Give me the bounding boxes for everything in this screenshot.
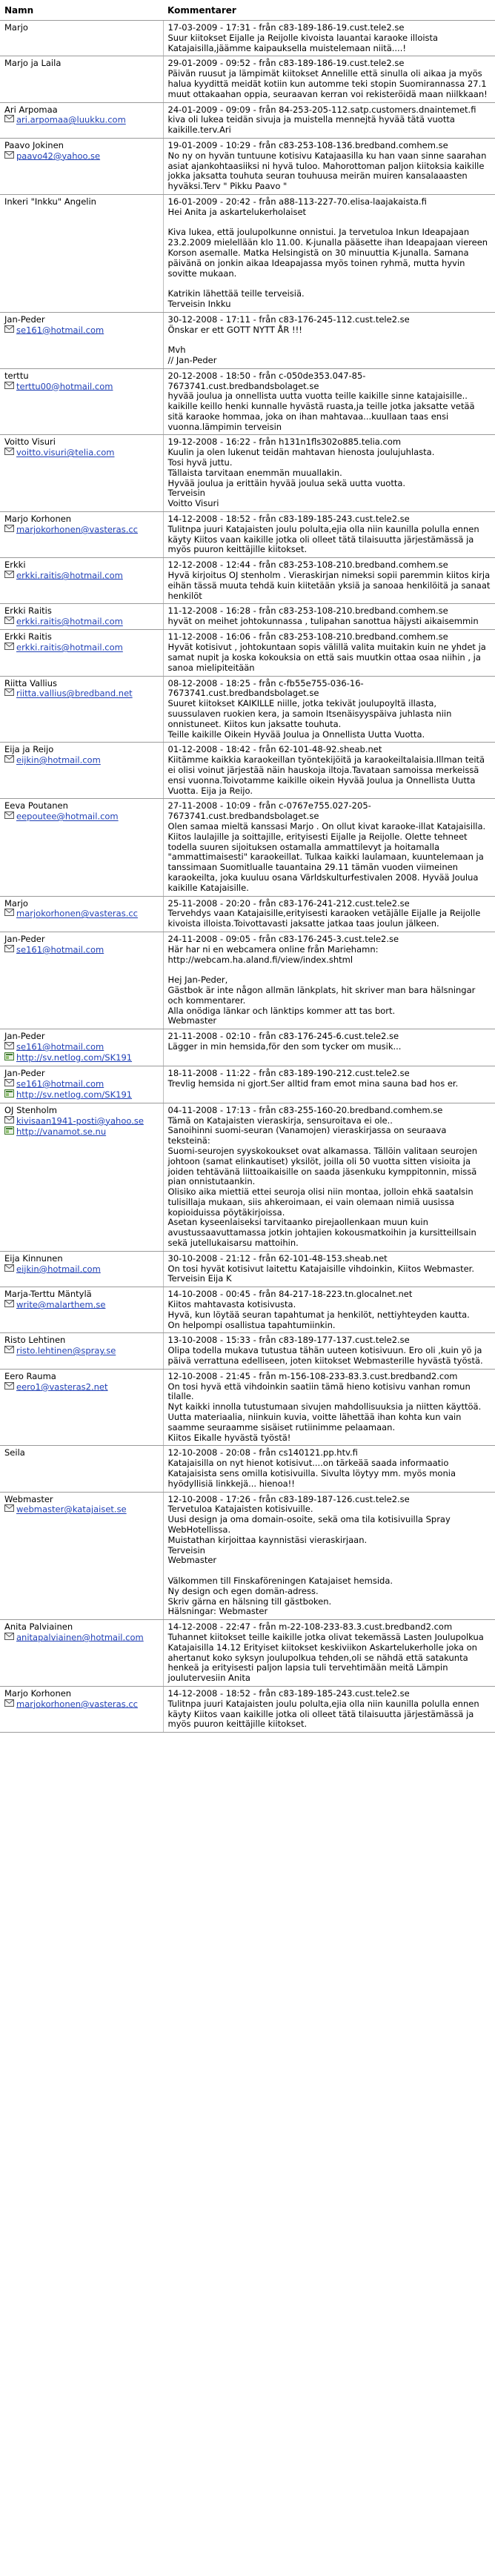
entry-meta: 19-01-2009 - 10:29 - från c83-253-108-136.bredband.comhem.se xyxy=(167,139,448,150)
author-email-link[interactable] xyxy=(4,151,159,162)
entry-comment-cell xyxy=(163,630,495,676)
entry-author-name: Marjo Korhonen xyxy=(4,514,72,525)
entry-author-name: Riitta Vallius xyxy=(4,677,57,688)
email-icon xyxy=(4,1079,14,1089)
table-row xyxy=(0,896,495,932)
entry-author-name: Erkki Raitis xyxy=(4,631,52,643)
link-text: voitto.visuri@telia.com xyxy=(16,448,115,458)
entry-author-cell xyxy=(0,1029,163,1066)
author-email-link[interactable] xyxy=(4,688,159,699)
author-email-link[interactable] xyxy=(4,1264,159,1275)
link-text: se161@hotmail.com xyxy=(16,1078,104,1089)
entry-comment-cell xyxy=(163,896,495,932)
table-row xyxy=(0,743,495,799)
email-icon xyxy=(4,115,14,125)
entry-message: Tulitnpa juuri Katajaisten joulu polulta,ejia olla niin kaunilla polulla ennen käyty Kiitos vaan kaikille jotka oli olleet tätä tilaisuutta järjestämässä ja myös puuron keittäjille kiitokset. xyxy=(167,523,479,555)
entry-author-cell xyxy=(0,1620,163,1687)
entry-message: On tosi hyvä että vihdoinkin saatiin tämä hieno kotisivu vanhan romun tilalle. Nyt kaikki innolla tutustumaan sivujen mahdollisuuksia ja niitten käyttöä. Uutta materiaalia, niinkuin kuvia, voitte lähettää ihan kohta kun vain saamme seuraamme sisäiset rutiinimme pelaamaan. Kiitos Eikalle hyvästä työstä! xyxy=(167,1381,482,1443)
entry-message: Suur kiitokset Eijalle ja Reijolle kivoista lauantai karaoke illoista Katajaisilla,jäämme kaipauksella muistelemaan niitä....! xyxy=(167,32,439,53)
table-row xyxy=(0,1066,495,1103)
entry-comment-cell xyxy=(163,56,495,102)
entry-author-cell xyxy=(0,1369,163,1446)
entry-message: Trevlig hemsida ni gjort.Ser alltid fram emot mina sauna bad hos er. xyxy=(167,1078,459,1089)
entry-meta: 12-10-2008 - 21:45 - från m-156-108-233-83.3.cust.bredband2.com xyxy=(167,1370,458,1381)
entry-comment-cell xyxy=(163,1251,495,1287)
entry-author-cell xyxy=(0,102,163,138)
author-email-link[interactable] xyxy=(4,1079,159,1089)
entry-author-cell xyxy=(0,435,163,512)
table-row xyxy=(0,799,495,896)
link-text: marjokorhonen@vasteras.cc xyxy=(16,909,138,919)
author-email-link[interactable] xyxy=(4,1042,159,1052)
table-row xyxy=(0,1620,495,1687)
entry-author-name: Eero Rauma xyxy=(4,1370,56,1381)
entry-author-cell xyxy=(0,138,163,194)
table-row xyxy=(0,1029,495,1066)
author-email-link[interactable] xyxy=(4,1699,159,1710)
link-text: kivisaan1941-posti@yahoo.se xyxy=(16,1115,144,1126)
email-icon xyxy=(4,811,14,822)
link-text: marjokorhonen@vasteras.cc xyxy=(16,1699,138,1710)
homepage-icon xyxy=(4,1126,14,1138)
link-text: write@malarthem.se xyxy=(16,1300,106,1310)
entry-message: Tuhannet kiitokset teille kaikille jotka olivat tekemässä Lasten Joulupolkua Katajaisilla 14.12 Erityiset kiitokset keskiviikon Askartelukerholle joka on ahertanut koko syksyn joulupolkua tehden,oli se nähdä että satakunta henkeä ja erityisesti paljon lapsia tuli tervehtimään meitä Lämpin joulutervesiin Anita xyxy=(167,1631,484,1684)
entry-author-cell xyxy=(0,1103,163,1251)
entry-author-name: Eija Kinnunen xyxy=(4,1252,63,1264)
entry-author-cell xyxy=(0,1333,163,1369)
entry-author-cell xyxy=(0,21,163,56)
link-text: marjokorhonen@vasteras.cc xyxy=(16,524,138,535)
author-email-link[interactable] xyxy=(4,755,159,766)
entry-message: Päivän ruusut ja lämpimät kiitokset Annelille että sinulla oli aikaa ja myös halua kyydittä meidät kotiin kun automme teki stopin Suomirannassa 27.1 muut ottakaahan oppia, seuraavan kerran voi rekisteröidä maan niilkkaan! xyxy=(167,68,488,99)
entry-meta: 16-01-2009 - 20:42 - från a88-113-227-70.elisa-laajakaista.fi xyxy=(167,196,427,207)
email-icon xyxy=(4,1346,14,1356)
entry-meta: 18-11-2008 - 11:22 - från c83-189-190-212.cust.tele2.se xyxy=(167,1067,410,1078)
entry-message: hyvää joulua ja onnellista uutta vuotta teille kaikille sinne katajaisille.. kaikille keillo henki kunnalle hyvästä ruasta,ja teille jotka jaksatte vetää sitä karaoke hommaa, joka on ihan mahtavaa...kuullaan taas ensi vuonna.lämpimin terveisin xyxy=(167,391,475,432)
entry-message: Hei Anita ja askartelukerholaiset Kiva lukea, että joulupolkunne onnistui. Ja tervetuloa Inkun Ideapajaan 23.2.2009 mielellään klo 11.00. K-junalla pääsette ihan Ideapajaan viereen Korson asemalle. Matka Helsingistä on 30 minuuttia K-junalla. Samana päivänä on jonkin aikaa Ideapajassa myös toinen ryhmä, mutta hyvin sovitte mukaan. Katrikin lähettää teille terveisiä. Terveisin Inkku xyxy=(167,206,488,309)
entry-meta: 21-11-2008 - 02:10 - från c83-176-245-6.cust.tele2.se xyxy=(167,1031,399,1042)
entry-author-cell xyxy=(0,512,163,558)
entry-author-cell xyxy=(0,1066,163,1103)
entry-author-cell xyxy=(0,194,163,312)
entry-message: Kiitämme kaikkia karaokeillan työntekijöitä ja karaokeiltalaisia.Illman teitä ei olisi voinut järjestää näin hauskoja iltoja.Tavataan samoissa merkeissä ensi vuonna.Toivotamme kaikille oikein Hyvää Joulua ja Onnellista Uutta Vuotta. Eija ja Reijo. xyxy=(167,754,485,796)
link-text: http://vanamot.se.nu xyxy=(16,1126,107,1137)
entry-meta: 01-12-2008 - 18:42 - från 62-101-48-92.sheab.net xyxy=(167,744,382,755)
entry-meta: 12-10-2008 - 20:08 - från cs140121.pp.htv.fi xyxy=(167,1447,358,1458)
entry-meta: 30-12-2008 - 17:11 - från c83-176-245-112.cust.tele2.se xyxy=(167,313,410,325)
author-email-link[interactable] xyxy=(4,1300,159,1310)
entry-author-name: Anita Palviainen xyxy=(4,1621,73,1633)
link-text: terttu00@hotmail.com xyxy=(16,381,113,391)
table-row xyxy=(0,1333,495,1369)
entry-meta: 19-12-2008 - 16:22 - från h131n1fls302o885.telia.com xyxy=(167,436,402,448)
entry-meta: 12-10-2008 - 17:26 - från c83-189-187-126.cust.tele2.se xyxy=(167,1493,410,1504)
email-icon xyxy=(4,1116,14,1126)
entry-author-cell xyxy=(0,368,163,435)
table-row xyxy=(0,1287,495,1333)
entry-author-name: Ari Arpomaa xyxy=(4,104,58,115)
email-icon xyxy=(4,1264,14,1275)
table-row xyxy=(0,630,495,676)
entry-author-cell xyxy=(0,743,163,799)
entry-comment-cell xyxy=(163,1287,495,1333)
email-icon xyxy=(4,1300,14,1310)
entry-author-name: terttu xyxy=(4,370,29,381)
link-text: risto.lehtinen@spray.se xyxy=(16,1346,116,1356)
table-row xyxy=(0,1369,495,1446)
entry-author-name: Eija ja Reijo xyxy=(4,744,54,755)
link-text: erkki.raitis@hotmail.com xyxy=(16,643,123,653)
entry-author-cell xyxy=(0,932,163,1029)
table-row xyxy=(0,21,495,56)
table-row xyxy=(0,512,495,558)
email-icon xyxy=(4,382,14,392)
entry-message: hyvät on meihet johtokunnassa , tulipahan sanottua häjysti aikaisemmin xyxy=(167,616,479,627)
entry-author-name: Paavo Jokinen xyxy=(4,139,64,150)
email-icon xyxy=(4,448,14,458)
email-icon xyxy=(4,1382,14,1392)
entry-comment-cell xyxy=(163,1446,495,1492)
entry-comment-cell xyxy=(163,799,495,896)
table-row xyxy=(0,194,495,312)
email-icon xyxy=(4,755,14,766)
entry-comment-cell xyxy=(163,1620,495,1687)
link-text: ari.arpomaa@luukku.com xyxy=(16,115,126,125)
entry-message: Tervehdys vaan Katajaisille,erityisesti karaoken vetäjälle Eijalle ja Reijolle kivoista illoista.Toivottavasti jaksatte jatkaa taas joulun jälkeen. xyxy=(167,908,481,929)
author-email-link[interactable] xyxy=(4,1382,159,1392)
entry-message: Tulitnpa juuri Katajaisten joulu polulta,ejia olla niin kaunilla polulla ennen käyty Kiitos vaan kaikille jotka oli olleet tätä tilaisuutta järjestämässä ja myös puuron keittäjille kiitokset. xyxy=(167,1698,479,1730)
entry-comment-cell xyxy=(163,512,495,558)
entry-meta: 24-11-2008 - 09:05 - från c83-176-245-3.cust.tele2.se xyxy=(167,933,399,944)
entry-message: Önskar er ett GOTT NYTT ÅR !!! Mvh // Jan-Peder xyxy=(167,324,302,365)
entry-meta: 30-10-2008 - 21:12 - från 62-101-48-153.sheab.net xyxy=(167,1252,388,1264)
entry-comment-cell xyxy=(163,1029,495,1066)
entry-author-name: Voitto Visuri xyxy=(4,436,56,448)
author-homepage-link[interactable] xyxy=(4,1126,159,1138)
link-text: erkki.raitis@hotmail.com xyxy=(16,571,123,581)
entry-author-cell xyxy=(0,1686,163,1732)
entry-comment-cell xyxy=(163,676,495,743)
entry-message: No ny on hyvän tuntuune kotisivu Katajaasilla ku han vaan sinne saarahan asiat ajankohtaasiiksi ni hyvä tuloo. Mahorottoman paljon kiitoksia kaikille jokka jaksatta touhuta seuran touhuusa meirän muiren kansalaaasten hyväksi.Terv " Pikku Paavo " xyxy=(167,150,487,192)
header-name: Namn xyxy=(0,0,163,21)
entry-author-name: Inkeri "Inkku" Angelin xyxy=(4,196,96,207)
link-text: eijkin@hotmail.com xyxy=(16,1264,101,1275)
entry-author-name: Jan-Peder xyxy=(4,1067,45,1078)
link-text: http://sv.netlog.com/SK191 xyxy=(16,1089,133,1100)
entry-meta: 27-11-2008 - 10:09 - från c-0767e755.027-205-7673741.cust.bredbandsbolaget.se xyxy=(167,800,371,822)
table-row xyxy=(0,1492,495,1620)
entry-comment-cell xyxy=(163,604,495,630)
table-row xyxy=(0,932,495,1029)
entry-author-name: Jan-Peder xyxy=(4,933,45,944)
email-icon xyxy=(4,151,14,162)
table-row xyxy=(0,312,495,368)
entry-meta: 17-03-2009 - 17:31 - från c83-189-186-19.cust.tele2.se xyxy=(167,22,405,33)
entry-message: Här har ni en webcamera online från Mariehamn: http://webcam.ha.aland.fi/view/index.shtml Hej Jan-Peder, Gästbok är inte någon allmän länkplats, hit skriver man bara hälsningar och kommentarer. Alla onödiga länkar och länktips kommer att tas bort. Webmaster xyxy=(167,943,476,1026)
author-email-link[interactable] xyxy=(4,1504,159,1515)
entry-author-name: Risto Lehtinen xyxy=(4,1335,66,1346)
entry-author-cell xyxy=(0,1492,163,1620)
entry-message: kiva oli lukea teidän sivuja ja muistella mennejtä hyvää tätä vuotta kaikille.terv.Ari xyxy=(167,114,455,136)
author-email-link[interactable] xyxy=(4,945,159,955)
email-icon xyxy=(4,571,14,581)
table-row xyxy=(0,1103,495,1251)
entry-author-name: OJ Stenholm xyxy=(4,1104,57,1115)
entry-meta: 20-12-2008 - 18:50 - från c-050de353.047-85-7673741.cust.bredbandsbolaget.se xyxy=(167,370,366,391)
entry-message: Kuulin ja olen lukenut teidän mahtavan hienosta joulujuhlasta. Tosi hyvä juttu. Tällaista tarvitaan enemmän muuallakin. Hyvää joulua ja erittäin hyvää joulua sekä uutta vuotta. Terveisin Voitto Visuri xyxy=(167,447,435,509)
entry-message: Katajaisilla on nyt hienot kotisivut....on tärkeää saada informaatio Katajaisista sens omilla kotisivuilla. Sivulta löytyy mm. myös monia hyödyllisiä linkkejä... hienoa!! xyxy=(167,1458,456,1489)
entry-author-name: Jan-Peder xyxy=(4,313,45,325)
email-icon xyxy=(4,1633,14,1643)
entry-message: Tämä on Katajaisten vieraskirja, sensuroitava ei ole.. Sanoihinni suomi-seuran (Vanamojen) vieraskirjassa on seuraava teksteinä: Suomi-seurojen syyskokoukset ovat alkamassa. Tällöin valitaan seurojen johtoon (samat elinkautiset) yksilöt, joilla oli 50 vuotta sitten visioita ja joiden tehtävänä liittoaikaisille on saada jäsenkuku kymppitonnin, missä pian onnistutaankin. Olisiko aika miettiä ettei seuroja olisi niin montaa, jolloin ehkä saatalsin tulisillaja mukaan, siis ahkeroimaan, ei vain olemaan nimiä uusissa kopioiduissa pöytäkirjoissa. Asetan kyseenlaiseksi tarvitaanko pirejaollenkaan muun kuin avustussaavuttamassa jotkin johtajien kokousmatkoihin ja kursitteillsain sekä jutellukaisarsu mattoihin. xyxy=(167,1115,477,1249)
author-email-link[interactable] xyxy=(4,643,159,653)
entry-comment-cell xyxy=(163,1333,495,1369)
entry-meta: 12-12-2008 - 12:44 - från c83-253-108-210.bredband.comhem.se xyxy=(167,560,448,571)
entry-comment-cell xyxy=(163,1369,495,1446)
entry-comment-cell xyxy=(163,102,495,138)
table-row xyxy=(0,102,495,138)
table-row xyxy=(0,676,495,743)
entry-meta: 11-12-2008 - 16:06 - från c83-253-108-210.bredband.comhem.se xyxy=(167,631,448,643)
email-icon xyxy=(4,1699,14,1710)
author-homepage-link[interactable] xyxy=(4,1052,159,1063)
author-homepage-link[interactable] xyxy=(4,1089,159,1101)
entry-author-name: Marjo Korhonen xyxy=(4,1687,72,1699)
entry-author-cell xyxy=(0,558,163,604)
author-email-link[interactable] xyxy=(4,115,159,125)
table-row xyxy=(0,368,495,435)
entry-message: Olipa todella mukava tutustua tähän uuteen kotisivuun. Ero oli ,kuin yö ja päivä verrattuna edelliseen, joten kiitokset Webmasterille hyvästä työstä. xyxy=(167,1345,483,1367)
entry-meta: 14-12-2008 - 18:52 - från c83-189-185-243.cust.tele2.se xyxy=(167,514,410,525)
entry-author-cell xyxy=(0,1287,163,1333)
guestbook-entries xyxy=(0,21,495,1733)
entry-meta: 29-01-2009 - 09:52 - från c83-189-186-19.cust.tele2.se xyxy=(167,58,405,69)
entry-author-name: Erkki Raitis xyxy=(4,605,52,617)
entry-author-cell xyxy=(0,312,163,368)
link-text: se161@hotmail.com xyxy=(16,325,104,335)
entry-comment-cell xyxy=(163,138,495,194)
link-text: erkki.raitis@hotmail.com xyxy=(16,617,123,627)
entry-meta: 14-10-2008 - 00:45 - från 84-217-18-223.tn.glocalnet.net xyxy=(167,1289,413,1300)
homepage-icon xyxy=(4,1052,14,1063)
link-text: eepoutee@hotmail.com xyxy=(16,811,119,822)
email-icon xyxy=(4,525,14,535)
entry-comment-cell xyxy=(163,312,495,368)
email-icon xyxy=(4,945,14,955)
entry-author-cell xyxy=(0,630,163,676)
entry-comment-cell xyxy=(163,932,495,1029)
entry-meta: 11-12-2008 - 16:28 - från c83-253-108-210.bredband.comhem.se xyxy=(167,605,448,617)
link-text: riitta.vallius@bredband.net xyxy=(16,688,133,699)
link-text: anitapalviainen@hotmail.com xyxy=(16,1632,144,1643)
entry-comment-cell xyxy=(163,1066,495,1103)
table-row xyxy=(0,1251,495,1287)
entry-meta: 25-11-2008 - 20:20 - från c83-176-241-212.cust.tele2.se xyxy=(167,897,410,909)
entry-comment-cell xyxy=(163,435,495,512)
entry-author-cell xyxy=(0,56,163,102)
author-email-link[interactable] xyxy=(4,909,159,919)
table-row xyxy=(0,1446,495,1492)
table-row xyxy=(0,435,495,512)
email-icon xyxy=(4,1504,14,1515)
entry-comment-cell xyxy=(163,1103,495,1251)
entry-message: On tosi hyvät kotisivut laitettu Katajaisille vihdoinkin, Kiitos Webmaster. Terveisin Eija K xyxy=(167,1263,475,1284)
entry-meta: 14-12-2008 - 22:47 - från m-22-108-233-83.3.cust.bredband2.com xyxy=(167,1621,453,1633)
table-row xyxy=(0,558,495,604)
entry-meta: 04-11-2008 - 17:13 - från c83-255-160-20.bredband.comhem.se xyxy=(167,1104,443,1115)
table-row xyxy=(0,1686,495,1732)
author-email-link[interactable] xyxy=(4,1633,159,1643)
entry-comment-cell xyxy=(163,1686,495,1732)
email-icon xyxy=(4,643,14,653)
entry-author-cell xyxy=(0,1251,163,1287)
table-row xyxy=(0,138,495,194)
homepage-icon xyxy=(4,1089,14,1101)
email-icon xyxy=(4,325,14,336)
entry-author-cell xyxy=(0,676,163,743)
table-header-row xyxy=(0,0,495,21)
entry-author-name: Eeva Poutanen xyxy=(4,800,68,811)
author-email-link[interactable] xyxy=(4,448,159,458)
entry-author-name: Marja-Terttu Mäntylä xyxy=(4,1289,92,1300)
entry-meta: 13-10-2008 - 15:33 - från c83-189-177-137.cust.tele2.se xyxy=(167,1335,410,1346)
link-text: eero1@vasteras2.net xyxy=(16,1381,108,1392)
entry-message: Kiitos mahtavasta kotisivusta. Hyvä, kun löytää seuran tapahtumat ja henkilöt, nettiyhteyden kautta. On helpompi osallistua tapahtumiinkin. xyxy=(167,1299,470,1330)
author-email-link[interactable] xyxy=(4,325,159,336)
author-email-link[interactable] xyxy=(4,1346,159,1356)
author-email-link[interactable] xyxy=(4,811,159,822)
author-email-link[interactable] xyxy=(4,382,159,392)
author-email-link[interactable] xyxy=(4,617,159,627)
entry-comment-cell xyxy=(163,743,495,799)
entry-comment-cell xyxy=(163,21,495,56)
entry-comment-cell xyxy=(163,558,495,604)
entry-meta: 08-12-2008 - 18:25 - från c-fb55e755-036-16-7673741.cust.bredbandsbolaget.se xyxy=(167,677,364,699)
entry-message: Hyvä kirjoitus OJ stenholm . Vieraskirjan nimeksi sopii paremmin kiitos kirja eihän tässä muuta tehdä kuin kiitetään yksiä ja sanoaa henkilöitä ja sanaat henkilöt xyxy=(167,570,491,601)
entry-author-cell xyxy=(0,896,163,932)
entry-author-name: Seila xyxy=(4,1447,25,1458)
link-text: webmaster@katajaiset.se xyxy=(16,1504,127,1515)
entry-author-name: Marjo ja Laila xyxy=(4,58,62,69)
table-row xyxy=(0,56,495,102)
entry-message: Hyvät kotisivut , johtokuntaan sopis välillä valita muitakin kuin ne yhdet ja samat nupit ja koska kokouksia on että sais muutkin ottaa osaa niihin , ja sanoa mielipiteitään xyxy=(167,642,486,673)
entry-comment-cell xyxy=(163,1492,495,1620)
entry-author-cell xyxy=(0,799,163,896)
entry-author-name: Erkki xyxy=(4,560,26,571)
entry-author-name: Marjo xyxy=(4,22,28,33)
link-text: se161@hotmail.com xyxy=(16,1041,104,1052)
header-comments: Kommentarer xyxy=(163,0,495,21)
email-icon xyxy=(4,909,14,919)
entry-message: Olen samaa mieltä kanssasi Marjo . On ollut kivat karaoke-illat Katajaisilla. Kiitos laulajille ja soittajille, erityisesti Eijalle ja Reijolle. Olette tehneet todella suuren sijoituksen ostamalla ammattilevyt ja hoitamalla "ammattimaisesti" karaokeillat. Tulkaa kaikki laulamaan, kuuntelemaan ja tanssimaan Suomitlualle tauantaina 29.11 tämän vuoden viimeinen karaokeilta, joka kuuluu osana Världskulturfestivalen 2008. Hyvää Joulua kaikille Katajaisille. xyxy=(167,820,486,893)
table-row xyxy=(0,604,495,630)
link-text: http://sv.netlog.com/SK191 xyxy=(16,1052,133,1063)
email-icon xyxy=(4,617,14,627)
link-text: paavo42@yahoo.se xyxy=(16,150,101,162)
link-text: eijkin@hotmail.com xyxy=(16,755,101,766)
entry-message: Lägger in min hemsida,för den som tycker om musik... xyxy=(167,1040,402,1052)
entry-comment-cell xyxy=(163,368,495,435)
entry-message: Tervetuloa Katajaisten kotisivuille. Uusi design ja oma domain-osoite, sekä oma tila kotisivuilla Spray WebHotellissa. Muistathan kirjoittaa kaynnistäsi vieraskirjaan. Terveisin Webmaster Välkommen till Finskaföreningen Katajaiset hemsida. Ny design och egen domän-adress. Skriv gärna en hälsning till gästboken. Hälsningar: Webmaster xyxy=(167,1504,451,1617)
entry-author-name: Jan-Peder xyxy=(4,1031,45,1042)
author-email-link[interactable] xyxy=(4,525,159,535)
entry-author-name: Webmaster xyxy=(4,1493,53,1504)
entry-comment-cell xyxy=(163,194,495,312)
entry-meta: 24-01-2009 - 09:09 - från 84-253-205-112.satp.customers.dnaintemet.fi xyxy=(167,104,476,115)
email-icon xyxy=(4,688,14,699)
link-text: se161@hotmail.com xyxy=(16,944,104,955)
entry-message: Suuret kiitokset KAIKILLE niille, jotka tekivät joulupoyltä illasta, suussulaven ruokien kera, ja samoin Itsenäisyyspäiva juhlasta niin onnistuneet. Kiitos kun jaksatte touhuta. Teille kaikille Oikein Hyvää Joulua ja Onnellista Uutta Vuotta. xyxy=(167,698,452,740)
author-email-link[interactable] xyxy=(4,1116,159,1126)
author-email-link[interactable] xyxy=(4,571,159,581)
entry-author-cell xyxy=(0,604,163,630)
entry-author-cell xyxy=(0,1446,163,1492)
entry-author-name: Marjo xyxy=(4,897,28,909)
entry-meta: 14-12-2008 - 18:52 - från c83-189-185-243.cust.tele2.se xyxy=(167,1687,410,1699)
email-icon xyxy=(4,1042,14,1052)
